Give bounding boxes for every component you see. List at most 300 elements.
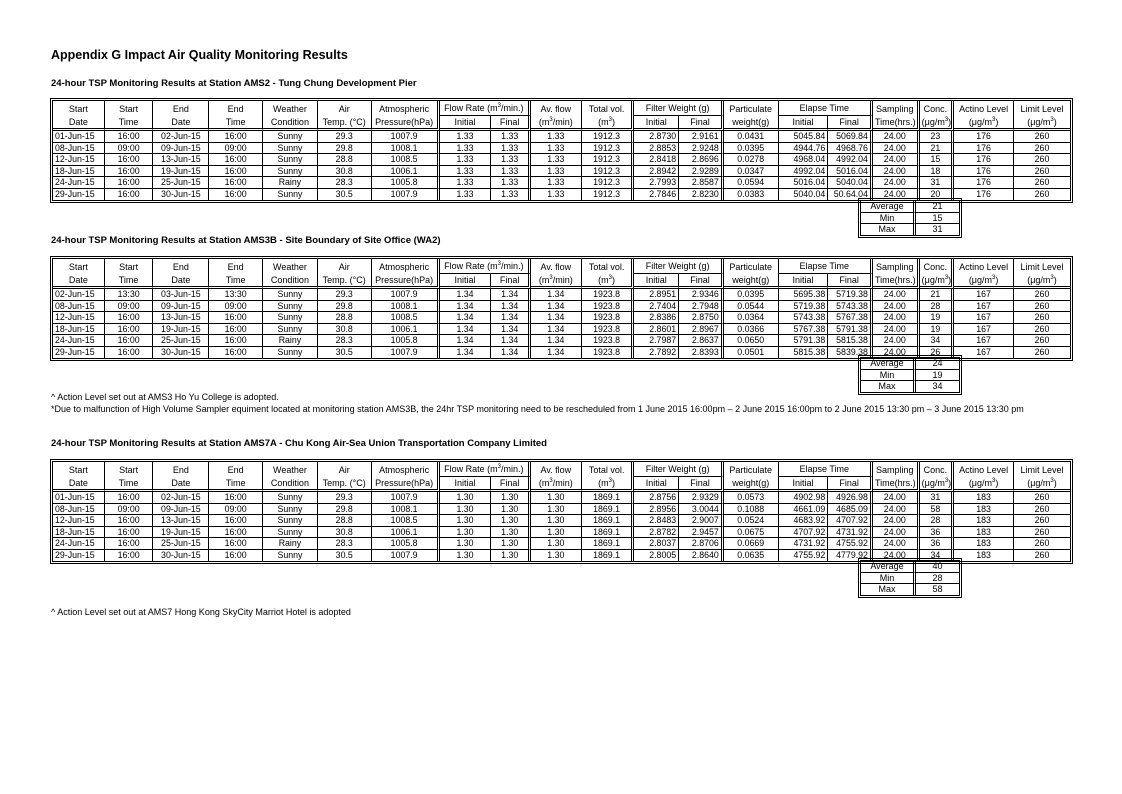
table-cell: 1007.9	[372, 189, 440, 200]
header-cell: Actino Level	[954, 462, 1014, 477]
table-cell: 2.8418	[634, 154, 679, 166]
table-cell: 1007.9	[372, 492, 440, 504]
table-cell: 28	[920, 301, 955, 313]
table-cell: 5839.38	[828, 347, 873, 358]
header-cell: Time	[209, 274, 263, 289]
table-cell: 2.7993	[634, 177, 679, 189]
header-cell: Filter Weight (g)	[634, 101, 723, 116]
table-cell: 260	[1014, 154, 1070, 166]
table-cell: 1.33	[440, 166, 492, 178]
table-cell: 1.34	[491, 347, 531, 358]
table-cell: 2.7948	[679, 301, 724, 313]
stat-label: Average	[861, 561, 916, 573]
monitoring-results-table	[50, 98, 1073, 203]
table-row	[53, 335, 1070, 347]
table-cell: 1005.8	[372, 538, 440, 550]
header-cell: Actino Level	[954, 259, 1014, 274]
table-cell: 2.8005	[634, 550, 679, 561]
header-cell: Conc.	[920, 462, 955, 477]
table-cell: 260	[1014, 143, 1070, 155]
table-cell: 176	[954, 154, 1014, 166]
table-cell: 19-Jun-15	[153, 527, 209, 539]
table-cell: 167	[954, 335, 1014, 347]
table-cell: 16:00	[105, 312, 154, 324]
table-cell: 24-Jun-15	[53, 177, 105, 189]
table-cell: 1.30	[531, 550, 582, 561]
table-cell: 1.30	[491, 515, 531, 527]
stat-label: Min	[861, 370, 916, 382]
header-cell: Initial	[779, 477, 829, 492]
table-cell: 16:00	[209, 335, 263, 347]
table-cell: 260	[1014, 335, 1070, 347]
stat-label: Min	[861, 213, 916, 225]
table-cell: 1.30	[491, 527, 531, 539]
header-cell: Conc.	[920, 259, 955, 274]
header-cell: weight(g)	[724, 274, 779, 289]
header-cell: Total vol.	[582, 259, 635, 274]
table-cell: 09:00	[105, 143, 154, 155]
table-cell: 16:00	[105, 154, 154, 166]
table-cell: 4755.92	[828, 538, 873, 550]
table-cell: 13:30	[105, 289, 154, 301]
table-cell: 1.30	[440, 538, 492, 550]
table-row	[53, 324, 1070, 336]
stats-row	[861, 381, 959, 392]
header-cell: $(m^3/\min)$	[531, 274, 582, 289]
table-row	[53, 166, 1070, 178]
table-cell: 167	[954, 289, 1014, 301]
table-row	[53, 289, 1070, 301]
stat-value: 15	[916, 213, 959, 225]
table-cell: 09:00	[209, 504, 263, 516]
table-cell: 30.8	[318, 527, 372, 539]
table-cell: 58	[920, 504, 955, 516]
table-cell: 0.0364	[724, 312, 779, 324]
table-cell: 5016.04	[828, 166, 873, 178]
table-row	[53, 143, 1070, 155]
table-cell: Sunny	[263, 289, 318, 301]
table-cell: 1006.1	[372, 166, 440, 178]
header-cell: Date	[53, 116, 105, 131]
table-cell: 2.8782	[634, 527, 679, 539]
header-cell: Flow Rate $(m^3/\min.)$	[440, 462, 531, 477]
header-cell: Elapse Time	[779, 259, 873, 274]
table-cell: 34	[920, 335, 955, 347]
table-cell: 1.34	[440, 335, 492, 347]
header-cell: Time	[105, 477, 154, 492]
table-cell: 0.0383	[724, 189, 779, 200]
table-cell: 2.8037	[634, 538, 679, 550]
table-row	[53, 527, 1070, 539]
table-cell: 18	[920, 166, 955, 178]
table-cell: 29.3	[318, 131, 372, 143]
header-cell: Elapse Time	[779, 462, 873, 477]
table-cell: 1.33	[491, 131, 531, 143]
table-cell: 260	[1034, 188, 1050, 199]
table-cell: 4926.98	[828, 492, 873, 504]
header-cell: End	[209, 101, 263, 116]
table-cell: 24.00	[873, 154, 920, 166]
header-cell: Final	[828, 274, 873, 289]
table-cell: 16:00	[209, 166, 263, 178]
table-cell: 30.5	[318, 347, 372, 358]
table-cell: 29.8	[318, 143, 372, 155]
header-cell: Temp. (°C)	[318, 477, 372, 492]
table-cell: 21	[920, 289, 955, 301]
table-cell: 183	[954, 492, 1014, 504]
header-cell: Air	[318, 462, 372, 477]
table-row	[53, 154, 1070, 166]
table-cell: Sunny	[263, 515, 318, 527]
table-cell: 1.33	[491, 143, 531, 155]
header-cell: Start	[53, 259, 105, 274]
table-cell: 4707.92	[779, 527, 829, 539]
note-ams7a-action-level: ^ Action Level set out at AMS7 Hong Kong SkyCity Marriot Hotel is adopted	[51, 607, 351, 617]
table-cell: 1.34	[531, 324, 582, 336]
table-cell: 1.33	[440, 189, 492, 200]
table-cell: 2.8230	[679, 189, 724, 200]
table-cell: 2.8956	[634, 504, 679, 516]
table-cell: 1.33	[531, 131, 582, 143]
table-cell: 16:00	[105, 538, 154, 550]
stat-label: Average	[861, 358, 916, 370]
table-cell: 2.9289	[679, 166, 724, 178]
table-cell: 1.33	[440, 177, 492, 189]
header-cell: $(m^3)$	[582, 274, 635, 289]
table-cell: 1.30	[440, 527, 492, 539]
table-cell: 4707.92	[828, 515, 873, 527]
table-cell: 2.8706	[679, 538, 724, 550]
table-cell: 24.00	[873, 347, 920, 358]
table-cell: 1.33	[440, 131, 492, 143]
table-cell: 1.30	[531, 515, 582, 527]
header-cell: Final	[491, 116, 531, 131]
table-cell: 260	[1014, 324, 1070, 336]
table-row	[53, 312, 1070, 324]
table-cell: 167	[954, 312, 1014, 324]
header-cell: Start	[53, 101, 105, 116]
table-cell: 28.8	[318, 515, 372, 527]
table-cell: 4968.76	[828, 143, 873, 155]
table-cell: 260	[1014, 301, 1070, 313]
header-cell: $(m^3/\min)$	[531, 477, 582, 492]
table-cell: 16:00	[105, 166, 154, 178]
table-cell: 5719.38	[779, 301, 829, 313]
table-cell: 16:00	[209, 154, 263, 166]
table-cell: 1912.3	[582, 143, 635, 155]
table-cell: 1923.8	[582, 347, 635, 358]
table-cell: 24.00	[873, 527, 920, 539]
table-cell: 09:00	[209, 301, 263, 313]
table-row	[53, 492, 1070, 504]
table-cell: 24.00	[873, 312, 920, 324]
table-cell: 2.8637	[679, 335, 724, 347]
header-cell: Flow Rate $(m^3/\min.)$	[440, 101, 531, 116]
header-cell: End	[209, 259, 263, 274]
table-cell: 5767.38	[828, 312, 873, 324]
header-cell: Time(hrs.)	[873, 274, 920, 289]
table-ams2	[50, 98, 1073, 203]
table-cell: 167	[954, 301, 1014, 313]
table-cell: 29-Jun-15	[53, 189, 105, 200]
table-cell: 16:00	[105, 492, 154, 504]
header-cell: Date	[153, 116, 209, 131]
header-row	[53, 274, 1070, 289]
table-cell: 26	[920, 347, 955, 358]
table-cell: 16:00	[105, 515, 154, 527]
table-cell: 260	[1014, 177, 1070, 189]
table-cell: 2.8696	[679, 154, 724, 166]
table-cell: 23	[920, 131, 955, 143]
table-cell: Sunny	[263, 143, 318, 155]
table-cell: 1008.5	[372, 154, 440, 166]
table-cell: 16:00	[105, 189, 154, 200]
table-cell: Rainy	[263, 177, 318, 189]
header-cell: Limit Level	[1020, 464, 1064, 475]
stat-value: 19	[916, 370, 959, 382]
table-cell: 1.34	[440, 289, 492, 301]
table-cell: 5045.84	[779, 131, 829, 143]
table-cell: 0.0675	[724, 527, 779, 539]
table-cell: 1.30	[440, 550, 492, 561]
table-cell: 1007.9	[372, 347, 440, 358]
header-cell: $(m^3)$	[582, 477, 635, 492]
table-cell: 24-Jun-15	[53, 538, 105, 550]
header-cell: Start	[105, 462, 154, 477]
table-cell: 1.34	[531, 335, 582, 347]
header-cell: Final	[679, 477, 724, 492]
stats-row	[861, 370, 959, 382]
table-cell: 260	[1014, 492, 1070, 504]
note-ams3b-reschedule: *Due to malfunction of High Volume Sampler equiment located at monitoring station AMS3B, the 24hr TSP monitoring need to be rescheduled from 1 June 2015 16:00pm – 2 June 2015 16:00pm to 2 June 2015 13:30 pm – 3 June 2015 13:30 pm	[51, 404, 1024, 414]
stats-row	[861, 201, 959, 213]
table-cell: Sunny	[263, 154, 318, 166]
table-cell: 2.8601	[634, 324, 679, 336]
table-cell: 260	[1034, 549, 1050, 560]
table-cell: 183	[954, 527, 1014, 539]
header-cell: Weather	[263, 462, 318, 477]
header-cell: Date	[153, 477, 209, 492]
header-cell: Start	[105, 259, 154, 274]
header-cell: Final	[828, 477, 873, 492]
table-cell: 19	[920, 324, 955, 336]
table-cell: 1869.1	[582, 538, 635, 550]
header-cell: $(\mu g/m^3)$	[920, 116, 955, 131]
table-cell: 2.8483	[634, 515, 679, 527]
header-row	[53, 477, 1070, 492]
header-cell: Condition	[263, 274, 318, 289]
table-cell: 1912.3	[582, 166, 635, 178]
table-cell: 0.0501	[724, 347, 779, 358]
table-cell: 30.5	[318, 550, 372, 561]
table-cell: 31	[920, 492, 955, 504]
table-cell: 16:00	[105, 347, 154, 358]
header-cell: Time	[209, 116, 263, 131]
table-cell: 25-Jun-15	[153, 177, 209, 189]
table-cell: 1912.3	[582, 154, 635, 166]
table-cell: 0.0635	[724, 550, 779, 561]
table-cell: 16:00	[209, 177, 263, 189]
stats-row	[861, 584, 959, 595]
table-row	[53, 177, 1070, 189]
header-row	[53, 116, 1070, 131]
table-cell: 24.00	[873, 550, 920, 561]
monitoring-results-table	[50, 256, 1073, 361]
table-cell: Sunny	[263, 527, 318, 539]
table-cell: 1.30	[491, 504, 531, 516]
header-cell: Weather	[263, 101, 318, 116]
header-cell: Particulate	[724, 462, 779, 477]
table-cell: 1006.1	[372, 324, 440, 336]
header-cell: Pressure(hPa)	[372, 477, 440, 492]
table-cell: 1912.3	[582, 189, 635, 200]
table-cell: 16:00	[209, 515, 263, 527]
table-cell: 176	[954, 177, 1014, 189]
table-cell: 176	[954, 166, 1014, 178]
table-cell: 260	[1014, 166, 1070, 178]
table-cell: 5069.84	[828, 131, 873, 143]
table-cell: 260	[1014, 289, 1070, 301]
stats-row	[861, 224, 959, 235]
table-cell: 2.9007	[679, 515, 724, 527]
table-cell: 1.30	[440, 492, 492, 504]
table-cell: 260	[1014, 312, 1070, 324]
table-cell: 16:00	[105, 131, 154, 143]
table-cell: 0.0278	[724, 154, 779, 166]
header-cell: Time	[105, 274, 154, 289]
header-cell: Particulate	[724, 101, 779, 116]
stat-value: 24	[916, 358, 959, 370]
table-cell: 28.3	[318, 538, 372, 550]
table-cell: 1923.8	[582, 289, 635, 301]
table-cell: 24.00	[873, 166, 920, 178]
table-row	[53, 504, 1070, 516]
table-cell: 2.8951	[634, 289, 679, 301]
table-cell: 1.34	[531, 347, 582, 358]
table-cell: 0.0650	[724, 335, 779, 347]
table-cell: 2.7987	[634, 335, 679, 347]
table-cell: 2.8393	[679, 347, 724, 358]
table-cell: 50.64.04	[828, 189, 873, 200]
table-cell: 1.33	[491, 154, 531, 166]
table-cell: 1923.8	[582, 301, 635, 313]
header-cell: Av. flow	[531, 259, 582, 274]
header-cell: Date	[53, 274, 105, 289]
table-cell: 0.0395	[724, 143, 779, 155]
header-cell: Initial	[440, 116, 492, 131]
table-cell: 5767.38	[779, 324, 829, 336]
header-cell: End	[153, 101, 209, 116]
table-cell: 1869.1	[582, 527, 635, 539]
table-cell: 24.00	[873, 177, 920, 189]
header-cell: Initial	[779, 116, 829, 131]
table-cell: 24.00	[873, 504, 920, 516]
table-cell: 09-Jun-15	[153, 301, 209, 313]
table-cell: 08-Jun-15	[53, 504, 105, 516]
table-cell: 30-Jun-15	[153, 189, 209, 200]
table-cell: 1.30	[440, 515, 492, 527]
table-cell: 0.0431	[724, 131, 779, 143]
table-cell: 16:00	[209, 492, 263, 504]
table-cell: 24.00	[873, 189, 920, 200]
table-cell: 08-Jun-15	[53, 301, 105, 313]
table-cell: 4661.09	[779, 504, 829, 516]
table-cell: 1.33	[440, 143, 492, 155]
stat-label: Max	[861, 381, 916, 392]
header-cell: End	[153, 462, 209, 477]
table-cell: 260	[1014, 504, 1070, 516]
header-cell: Atmospheric	[372, 462, 440, 477]
table-cell: 5040.04	[779, 189, 829, 200]
header-cell: Initial	[779, 274, 829, 289]
table-cell: 16:00	[105, 335, 154, 347]
table-cell: 29.8	[318, 504, 372, 516]
table-cell: 183	[954, 504, 1014, 516]
header-cell: $(\mu g/m^3)$	[954, 116, 1014, 131]
table-cell: 24.00	[873, 131, 920, 143]
stat-value: 28	[916, 573, 959, 585]
table-cell: 1912.3	[582, 131, 635, 143]
table-cell: 1.34	[491, 335, 531, 347]
table-cell: 1005.8	[372, 177, 440, 189]
table-cell: 02-Jun-15	[153, 131, 209, 143]
table-cell: 5040.04	[828, 177, 873, 189]
table-cell: 28.8	[318, 312, 372, 324]
table-cell: 2.8386	[634, 312, 679, 324]
table-cell: 176	[954, 143, 1014, 155]
table-cell: 28.8	[318, 154, 372, 166]
table-cell: 1007.9	[372, 289, 440, 301]
table-cell: 16:00	[209, 527, 263, 539]
header-cell: Total vol.	[582, 101, 635, 116]
table-cell: 1.33	[440, 154, 492, 166]
table-cell: 03-Jun-15	[153, 289, 209, 301]
table-cell: 1869.1	[582, 492, 635, 504]
header-cell: Temp. (°C)	[318, 274, 372, 289]
table-cell: 20	[920, 189, 955, 200]
table-cell: 28.3	[318, 177, 372, 189]
header-cell: weight(g)	[724, 116, 779, 131]
header-cell: Temp. (°C)	[318, 116, 372, 131]
table-cell: 1.34	[440, 347, 492, 358]
table-cell: 0.0347	[724, 166, 779, 178]
stat-label: Max	[861, 584, 916, 595]
table-cell: Sunny	[263, 492, 318, 504]
table-cell: Rainy	[263, 538, 318, 550]
header-cell: Filter Weight (g)	[634, 462, 723, 477]
table-cell: 1.30	[491, 492, 531, 504]
stat-label: Max	[861, 224, 916, 235]
table-cell: 4731.92	[828, 527, 873, 539]
table-cell: 18-Jun-15	[53, 166, 105, 178]
table-cell: Sunny	[263, 166, 318, 178]
table-cell: 1923.8	[582, 335, 635, 347]
header-cell: $(\mu g/m^3)$	[954, 477, 1014, 492]
table-cell: Sunny	[263, 312, 318, 324]
table-cell: 21	[920, 143, 955, 155]
header-cell: $(m^3)$	[582, 116, 635, 131]
header-cell: Sampling	[873, 462, 920, 477]
header-cell: Initial	[440, 477, 492, 492]
table-cell: 36	[920, 538, 955, 550]
table-cell: 24.00	[873, 324, 920, 336]
page-title: Appendix G Impact Air Quality Monitoring Results	[51, 48, 348, 62]
header-cell: Pressure(hPa)	[372, 116, 440, 131]
table-cell: 01-Jun-15	[53, 492, 105, 504]
table-cell: 13-Jun-15	[153, 312, 209, 324]
table-cell: 1.33	[531, 166, 582, 178]
header-cell: Initial	[634, 116, 679, 131]
